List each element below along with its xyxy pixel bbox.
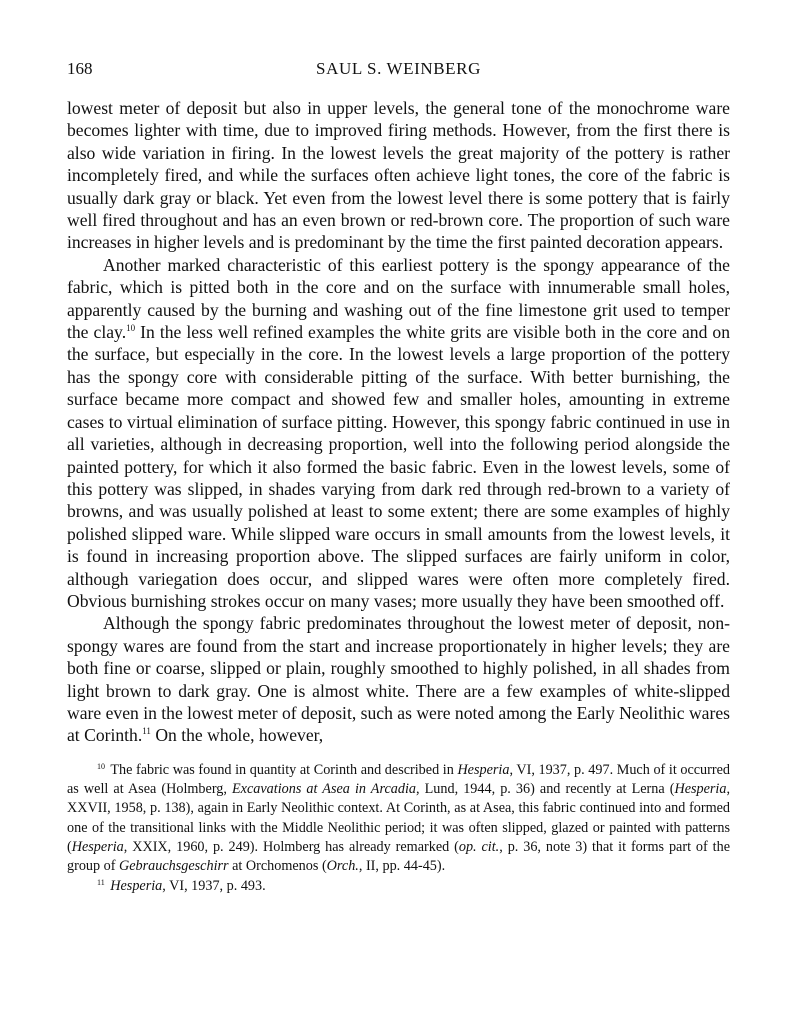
paragraph-3-text-a: Although the spongy fabric predominates throughout the lowest meter of deposit, non-spongy wares are found from the start and increase proportionately in higher levels; they are both fine or coarse, slipped or plain, roughly smoothed to highly polished, in all shades from light brown to dark gray. One is almost white. There are a few examples of white-slipped ware even in the lowest meter of deposit, such as were noted among the Early Neolithic wares at Corinth. — [67, 613, 730, 746]
footnote-11 — [67, 877, 730, 896]
footnote-10-text: , XXIX, 1960, p. 249). Holmberg has already remarked ( — [123, 838, 459, 855]
page-number: 168 — [67, 59, 93, 78]
footnote-10-text: The fabric was found in quantity at Corinth and described in — [107, 761, 458, 778]
paragraph-2-text-b: In the less well refined examples the white grits are visible both in the core and on the surface, but especially in the core. In the lowest levels a large proportion of the pottery has the spongy core with considerable pitting of the surface. With better burnishing, the surface became more compact and showed few and smaller holes, amounting in extreme cases to virtual elimination of surface pitting. However, this spongy fabric continued in use in all varieties, although in decreasing proportion, well into the following period alongside the painted pottery, for which it also formed the basic fabric. Even in the lowest levels, some of this pottery was slipped, in shades varying from dark red through red-brown to a variety of browns, and was usually polished at least to some extent; there are some examples of highly polished slipped ware. While slipped ware occurs in small amounts from the lowest levels, it is found in increasing proportion above. The slipped surfaces are fairly uniform in color, although variegation does occur, and slipped wares were often more completely fired. Obvious burnishing strokes occur on many vases; more usually they have been smoothed off. — [67, 322, 731, 611]
footnote-10-text: , VI, 1937, p. 497. Much of it occurred as well at Asea (Holmberg, — [67, 761, 730, 798]
body-text — [67, 97, 730, 747]
citation-title: Hesperia — [457, 761, 510, 778]
footnote-11-text: , VI, 1937, p. 493. — [162, 877, 266, 894]
page — [67, 58, 730, 896]
footnote-10-text: , XXVII, 1958, p. 138), again in Early Neolithic context. At Corinth, as at Asea, this fabric continued into and formed one of the transitional links with the Middle Neolithic period; it was often slipped, glazed or painted with patterns ( — [67, 781, 731, 855]
citation-title: Gebrauchsgeschirr — [119, 858, 229, 875]
citation-title: Hesperia — [110, 877, 163, 894]
footnote-10-text: , II, pp. 44-45). — [358, 858, 446, 875]
footnote-marker-11: 11 — [97, 877, 105, 887]
paragraph-1 — [67, 97, 730, 254]
citation-title: Excavations at Asea in Arcadia — [232, 781, 416, 798]
footnote-10-text: at Orchomenos ( — [228, 858, 327, 875]
citation-title: Hesperia — [71, 838, 124, 855]
page-header — [67, 58, 730, 86]
footnotes — [67, 761, 730, 896]
footnote-ref-10[interactable]: 10 — [126, 323, 136, 334]
citation-title: Hesperia — [674, 781, 727, 798]
footnote-ref-11[interactable]: 11 — [142, 726, 151, 737]
paragraph-1-text: lowest meter of deposit but also in upper levels, the general tone of the monochrome ware becomes lighter with time, due to improved firing methods. However, from the first there is also wide variation in firing. In the lowest levels the great majority of the pottery is rather incompletely fired, and while the surfaces often achieve light tones, the core of the fabric is usually dark gray or black. Yet even from the lowest level there is some pottery that is fairly well fired throughout and has an even brown or red-brown core. The proportion of such ware increases in higher levels and is predominant by the time the first painted decoration appears. — [67, 98, 730, 253]
citation-title: op. cit. — [458, 838, 500, 855]
footnote-10-text: , Lund, 1944, p. 36) and recently at Lerna ( — [416, 781, 675, 798]
paragraph-3 — [67, 612, 730, 746]
paragraph-3-text-b: On the whole, however, — [150, 725, 324, 746]
footnote-marker-10: 10 — [97, 761, 105, 771]
paragraph-2-text-a: Another marked characteristic of this earliest pottery is the spongy appearance of the fabric, which is pitted both in the core and on the surface with innumerable small holes, apparently caused by the burning and washing out of the fine limestone grit used to temper the clay. — [67, 254, 730, 343]
running-head: SAUL S. WEINBERG — [316, 59, 481, 78]
paragraph-2 — [67, 254, 730, 613]
citation-title: Orch. — [326, 858, 359, 875]
footnote-10-text: , p. 36, note 3) that it forms part of the group of — [67, 838, 730, 875]
footnote-10 — [67, 761, 730, 877]
